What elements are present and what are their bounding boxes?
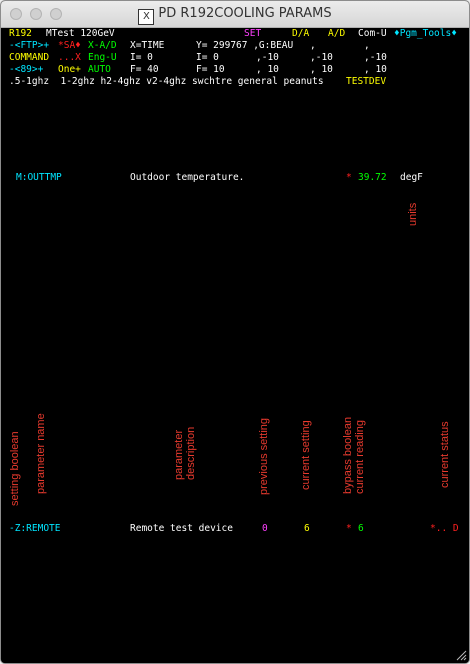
param-flag: * — [346, 172, 352, 183]
com-u-toggle[interactable]: Com-U — [358, 28, 387, 39]
terminal-area[interactable] — [1, 28, 469, 663]
ftp-selector[interactable]: -<FTP>+ — [9, 40, 50, 51]
y-final-field[interactable]: F= 10 — [196, 64, 225, 75]
machine-label: MTest 120GeV — [46, 28, 115, 39]
final-field-4[interactable]: , 10 — [364, 64, 387, 75]
y-initial-field[interactable]: I= 0 — [196, 52, 219, 63]
x11-icon: X — [138, 9, 154, 25]
x-initial-field[interactable]: I= 0 — [130, 52, 153, 63]
param-units: degF — [400, 172, 423, 183]
x-ad-toggle[interactable]: X-A/D — [88, 40, 117, 51]
resize-grip-icon[interactable] — [455, 649, 467, 661]
y-axis-sep-2: , — [364, 40, 370, 51]
remote-previous: 0 — [262, 523, 268, 534]
label-current-setting: current setting — [300, 420, 312, 490]
label-previous-setting: previous setting — [258, 417, 270, 495]
label-parameter-description: parameter description — [173, 426, 197, 480]
subpage-tab-testdev[interactable]: TESTDEV — [346, 76, 387, 87]
subpage-tabs[interactable]: .5-1ghz 1-2ghz h2-4ghz v2-4ghz swchtre general peanuts — [9, 76, 324, 87]
window-title-wrap — [1, 6, 469, 25]
sa-button[interactable]: *SA♦ — [58, 40, 81, 51]
initial-field-2[interactable]: ,-10 — [256, 52, 279, 63]
remote-flag: * — [346, 523, 352, 534]
set-toggle[interactable]: SET — [244, 28, 262, 39]
initial-field-4[interactable]: ,-10 — [364, 52, 387, 63]
y-axis-sep-1: , — [310, 40, 316, 51]
param-description: Outdoor temperature. — [130, 172, 245, 183]
param-reading: 39.72 — [358, 172, 387, 183]
y-axis-field[interactable]: Y= 299767 ,G:BEAU — [196, 40, 294, 51]
command-label[interactable]: COMMAND — [9, 52, 50, 63]
param-name[interactable]: M:OUTTMP — [16, 172, 62, 183]
remote-description: Remote test device — [130, 523, 233, 534]
command-x[interactable]: ...X — [58, 52, 81, 63]
initial-field-3[interactable]: ,-10 — [310, 52, 333, 63]
label-setting-boolean: setting boolean — [9, 431, 21, 506]
label-bypass-boolean: bypass boolean current reading — [342, 416, 366, 494]
remote-reading: 6 — [358, 523, 364, 534]
remote-name[interactable]: -Z:REMOTE — [9, 523, 61, 534]
title-bar — [1, 1, 469, 28]
one-plus-toggle[interactable]: One+ — [58, 64, 81, 75]
label-parameter-name: parameter name — [35, 413, 47, 494]
label-current-status: current status — [439, 421, 451, 488]
page-89-selector[interactable]: -<89>+ — [9, 64, 44, 75]
remote-setting[interactable]: 6 — [304, 523, 310, 534]
page-id: R192 — [9, 28, 32, 39]
window-title: PD R192COOLING PARAMS — [158, 6, 332, 21]
auto-toggle[interactable]: AUTO — [88, 64, 111, 75]
label-units: units — [407, 202, 419, 226]
pgm-tools-menu[interactable]: ♦Pgm_Tools♦ — [394, 28, 457, 39]
remote-status: *.. D — [430, 523, 459, 534]
x-axis-field[interactable]: X=TIME — [130, 40, 165, 51]
eng-u-toggle[interactable]: Eng-U — [88, 52, 117, 63]
final-field-3[interactable]: , 10 — [310, 64, 333, 75]
da-toggle[interactable]: D/A — [292, 28, 310, 39]
ad-toggle[interactable]: A/D — [328, 28, 346, 39]
final-field-2[interactable]: , 10 — [256, 64, 279, 75]
x-final-field[interactable]: F= 40 — [130, 64, 159, 75]
